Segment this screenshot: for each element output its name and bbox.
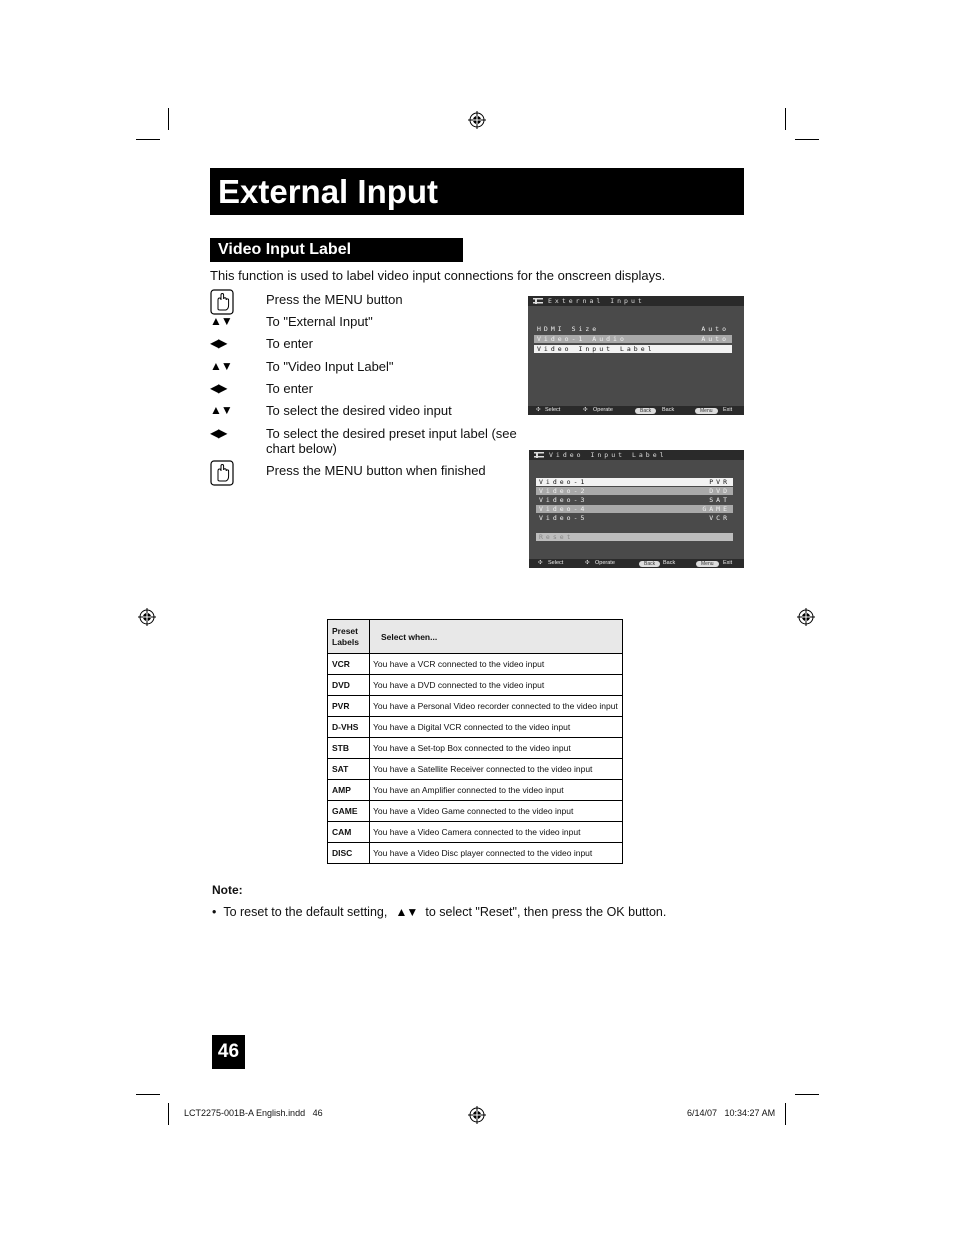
preset-labels-table (327, 619, 623, 864)
crop-mark (136, 139, 160, 140)
osd-row-value: DVD (709, 487, 730, 495)
preset-description-cell: You have a Satellite Receiver connected to the video input (370, 759, 623, 780)
footer-timestamp: 6/14/07 10:34:27 AM (687, 1108, 776, 1118)
table-row (328, 738, 623, 759)
osd-menu-row (536, 514, 733, 522)
table-row (328, 696, 623, 717)
registration-mark-icon (468, 111, 486, 129)
table-body (328, 654, 623, 864)
table-row (328, 801, 623, 822)
osd-exit-label: Exit (723, 560, 733, 566)
step-item (210, 426, 520, 456)
osd-reset-row (536, 533, 733, 541)
table-row (328, 675, 623, 696)
osd-menu-row (534, 325, 732, 333)
note-text (212, 905, 666, 920)
left-right-arrows-icon: ◀▶ (210, 381, 227, 395)
osd-title: Video Input Label (549, 451, 667, 459)
osd-operate-label: Operate (595, 560, 615, 566)
crop-mark (168, 108, 169, 130)
osd-row-value: GAME (702, 505, 730, 513)
osd-row-label: Video-1 Audio (537, 335, 627, 343)
osd-row-value: Auto (701, 325, 729, 333)
osd-header (529, 450, 744, 460)
osd-footer (529, 559, 744, 568)
crop-mark (785, 108, 786, 130)
preset-label-cell: SAT (328, 759, 370, 780)
step-text: To select the desired preset input label (see chart below) (266, 426, 517, 456)
osd-back-label: Back (662, 407, 675, 413)
osd-row-label: Video-4 (539, 505, 588, 513)
section-intro: This function is used to label video input connections for the onscreen displays. (210, 268, 666, 283)
osd-row-label: Video-5 (539, 514, 588, 522)
table-row (328, 759, 623, 780)
osd-menu-row (534, 335, 732, 343)
preset-description-cell: You have a Video Disc player connected to the video input (370, 843, 623, 864)
osd-screen-external-input (528, 296, 744, 415)
up-down-arrows-icon: ▲▼ (210, 403, 232, 417)
osd-row-value: PVR (709, 478, 730, 486)
osd-screen-video-input-label (529, 450, 744, 568)
bullet: • (212, 905, 224, 919)
preset-description-cell: You have a Video Camera connected to the video input (370, 822, 623, 843)
step-text: To "Video Input Label" (266, 359, 394, 374)
osd-exit-label: Exit (723, 407, 733, 413)
preset-label-cell: CAM (328, 822, 370, 843)
osd-footer (528, 406, 744, 415)
left-right-arrows-icon: ◀▶ (210, 336, 227, 350)
osd-menu-key: Menu (696, 561, 719, 567)
menu-bars-icon (534, 452, 544, 458)
preset-label-cell: STB (328, 738, 370, 759)
up-down-arrows-icon: ▲▼ (390, 905, 422, 919)
osd-row-value: Auto (701, 335, 729, 343)
osd-menu-key: Menu (695, 408, 718, 414)
left-right-arrows-icon: ◀▶ (210, 426, 227, 440)
section-title-bar (210, 238, 463, 262)
menu-bars-icon (533, 298, 543, 304)
note-text-before: To reset to the default setting, (223, 905, 388, 919)
osd-menu-row (534, 345, 732, 353)
osd-row-label: Video-3 (539, 496, 588, 504)
osd-operate-label: Operate (593, 407, 613, 413)
step-item (210, 336, 520, 358)
osd-menu-row (536, 505, 733, 513)
osd-back-key: Back (635, 408, 656, 414)
page-title: External Input (218, 173, 439, 210)
osd-reset-label: Reset (539, 533, 574, 541)
preset-label-cell: PVR (328, 696, 370, 717)
preset-description-cell: You have a Digital VCR connected to the video input (370, 717, 623, 738)
osd-header (528, 296, 744, 306)
step-item (210, 292, 520, 314)
table-row (328, 780, 623, 801)
table-header-preset: Preset Labels (328, 620, 370, 654)
table-row (328, 843, 623, 864)
osd-row-label: HDMI Size (537, 325, 600, 333)
table-row (328, 822, 623, 843)
registration-mark-icon (468, 1106, 486, 1124)
osd-select-label: Select (545, 407, 561, 413)
table-header-row (328, 620, 623, 654)
preset-description-cell: You have a VCR connected to the video input (370, 654, 623, 675)
preset-description-cell: You have a DVD connected to the video input (370, 675, 623, 696)
osd-back-label: Back (663, 560, 676, 566)
osd-row-label: Video-1 (539, 478, 588, 486)
osd-menu-row (536, 478, 733, 486)
crop-mark (795, 139, 819, 140)
preset-description-cell: You have a Set-top Box connected to the video input (370, 738, 623, 759)
operate-icon: ✣ (585, 560, 590, 566)
preset-description-cell: You have an Amplifier connected to the video input (370, 780, 623, 801)
osd-menu-row (536, 487, 733, 495)
preset-label-cell: D-VHS (328, 717, 370, 738)
step-text: To enter (266, 336, 313, 351)
preset-label-cell: VCR (328, 654, 370, 675)
crop-mark (785, 1103, 786, 1125)
step-text: To enter (266, 381, 313, 396)
page-number: 46 (212, 1035, 245, 1069)
preset-label-cell: AMP (328, 780, 370, 801)
preset-description-cell: You have a Video Game connected to the video input (370, 801, 623, 822)
osd-back-key: Back (639, 561, 660, 567)
registration-mark-icon (797, 608, 815, 626)
step-item (210, 381, 520, 403)
select-icon: ✣ (536, 407, 541, 413)
preset-label-cell: DISC (328, 843, 370, 864)
up-down-arrows-icon: ▲▼ (210, 359, 232, 373)
step-text: To "External Input" (266, 314, 373, 329)
step-text: Press the MENU button (266, 292, 403, 307)
table-row (328, 717, 623, 738)
crop-mark (795, 1094, 819, 1095)
step-text: Press the MENU button when finished (266, 463, 486, 478)
crop-mark (168, 1103, 169, 1125)
up-down-arrows-icon: ▲▼ (210, 314, 232, 328)
table-row (328, 654, 623, 675)
select-icon: ✣ (538, 560, 543, 566)
osd-row-value: SAT (709, 496, 730, 504)
footer-file-info: LCT2275-001B-A English.indd 46 (184, 1108, 323, 1118)
section-title: Video Input Label (218, 241, 352, 258)
note-title: Note: (212, 883, 243, 897)
osd-row-label: Video-2 (539, 487, 588, 495)
step-text: To select the desired video input (266, 403, 452, 418)
step-item (210, 359, 520, 381)
step-item (210, 314, 520, 336)
osd-menu-row (536, 496, 733, 504)
hand-press-icon (210, 289, 250, 311)
osd-row-value: VCR (709, 514, 730, 522)
step-item (210, 463, 520, 485)
note-text-after: to select "Reset", then press the OK button. (425, 905, 667, 919)
step-item (210, 403, 520, 425)
hand-press-icon (210, 460, 250, 482)
operate-icon: ✣ (583, 407, 588, 413)
preset-label-cell: GAME (328, 801, 370, 822)
preset-label-cell: DVD (328, 675, 370, 696)
registration-mark-icon (138, 608, 156, 626)
page-title-bar (210, 168, 744, 215)
crop-mark (136, 1094, 160, 1095)
preset-description-cell: You have a Personal Video recorder connected to the video input (370, 696, 623, 717)
osd-select-label: Select (548, 560, 564, 566)
osd-title: External Input (548, 297, 645, 305)
osd-row-label: Video Input Label (537, 345, 655, 353)
table-header-select-when: Select when... (370, 620, 623, 654)
